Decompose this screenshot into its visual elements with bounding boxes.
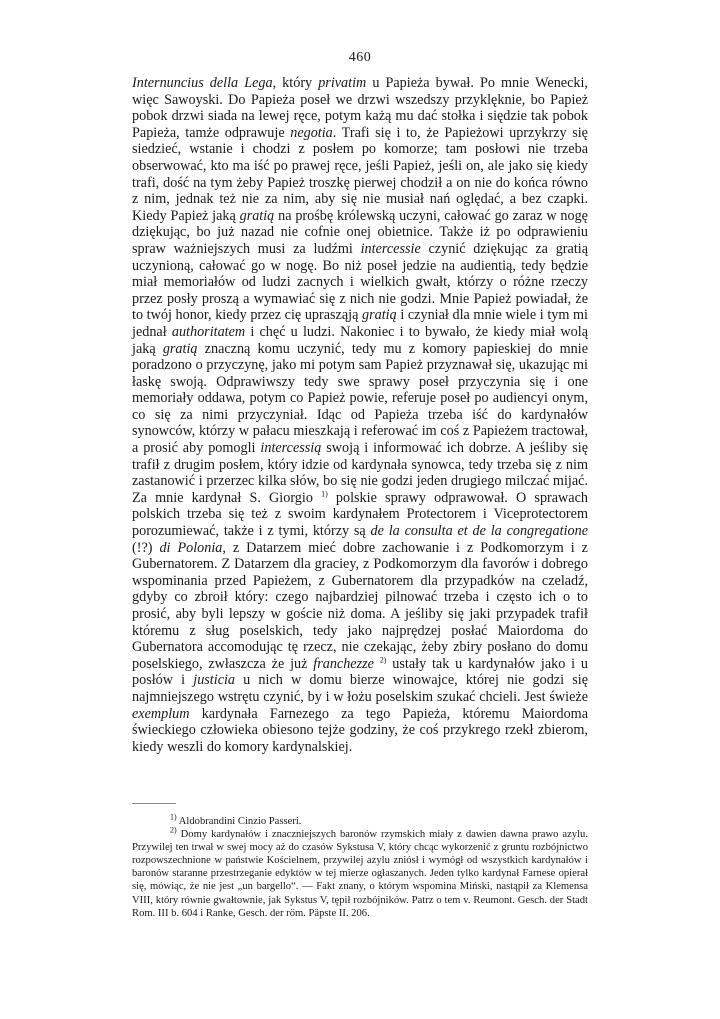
page-number: 460 <box>348 50 372 65</box>
italic-run: gratią <box>162 340 198 357</box>
footnote-text: Domy kardynałów i znaczniejszych baronów rzymskich miały z dawien dawna prawo azylu. Przywilej ten trwał w swej mocy aż do czasów Sykstusa V, który chcąc wykorzenić z gruntu rozbójnictwo rozpowszechnione w państwie Kościelnem, przywilej azylu zniósł i wymógł od wszystkich kardynałów i baronów staranne przestrzeganie edyktów w tej mierze ogłaszanych. Jeden tylko kardynał Farnese opierał się, mówiąc, że nie jest „un bargello“. — Fakt znany, o którym wspomina Miński, nastąpił za Klemensa VIII, który równie gwałtownie, jak Sykstus V, tępił rozbójników. Patrz o tem v. Reumont. Gesch. der Stadt Rom. III b. 604 i Ranke, Gesch. der röm. Päpste II. 206. <box>132 829 588 919</box>
italic-run: Internuncius della Lega <box>132 75 273 91</box>
italic-run: justicia <box>193 672 236 689</box>
main-paragraph <box>132 75 588 755</box>
footnote-marker: 1) <box>170 812 177 822</box>
footnote-marker: 2) <box>170 825 177 835</box>
italic-run: franchezze <box>313 655 374 672</box>
italic-run: privatim <box>318 75 367 91</box>
text-run: swoją i informować ich dobrze. A jeśliby się trafił z drugim posłem, który idzie od kardynała synowca, tedy trzeba się z nim zastanowić i przerzec kilka słów, bo się nie godzi jeden drugiego milczać mijać. Za mnie kardynał S. Giorgio <box>132 440 588 506</box>
text-run: u nich w domu bierze winowajce, której nie godzi się najmniejszego wstrętu czynić, by i w łożu poselskim szukać chcieli. Jest świeże <box>132 672 588 705</box>
text-run: polskie sprawy odprawował. O sprawach polskich trzeba się też z swoim kardynałem Protectorem i Viceprotectorem porozumiewać, także i z tymi, którzy są <box>132 489 588 540</box>
footnote-ref: 2) <box>379 655 387 665</box>
italic-run: intercessie <box>360 240 421 257</box>
text-run: . Trafi się i to, że Papieżowi uprzykrzy się siedzieć, wstanie i chodzi z posłem po komorze; tam posłowi nie trzeba obserwować, kto ma iść po prawej ręce, jeśli Papież, jeśli on, ale jako się kiedy trafi, dość na tym żeby Papież troszkę pierwej chodził a on nie do końca równo z nim, jednak też nie za nim, aby się nie musiał nań oględać, a bez czapki. Kiedy Papież jaką <box>132 124 588 224</box>
main-text <box>132 75 588 755</box>
text-run: czynić dziękując za gratią uczynioną, całować go w nogę. Bo niż poseł jedzie na audientią, tedy będzie miał memoriałów od ludzi zacnych i wielkich gwałt, którzy o różne rzeczy przez posły proszą a wymawiać się z nich nie godzi. Mnie Papież powiadał, że to twój honor, kiedy przez cię uprasząją <box>132 240 589 324</box>
footnotes <box>132 812 588 920</box>
text-run: kardynała Farnezego za tego Papieża, któremu Maiordoma świeckiego człowieka obiesono tejże godziny, że coś przykrego rzekł zbierom, kiedy weszli do komory kardynalskiej. <box>132 705 588 755</box>
italic-run: gratią <box>239 207 275 224</box>
italic-run: intercessią <box>260 440 322 457</box>
text-run: znaczną komu uczynić, tedy mu z komory papieskiej do mnie poradzono o przyczynę, jako mi potym sam Papież przyznawał się, ukazując mi łaskę swoją. Odprawiwszy tedy swe sprawy poseł przyczynia się i one memoriały oddawa, potym co Papież powie, referuje poseł po audiencyi onym, co się za nimi przyczyniał. Idąc od Papieża trzeba iść do kardynałów synowców, którzy w pałacu mieszkają i referować im coś z Papieżem tractował, a prosić aby pomogli <box>132 340 588 457</box>
text-run: na prośbę królewską uczyni, całować go zaraz w nogę dziękując, bo już nazad nie cofnie onej obietnice. Także iż po odprawieniu spraw ważniejszych musi za ludźmi <box>132 207 588 257</box>
footnote-ref: 1) <box>321 489 328 499</box>
footnote-2 <box>132 825 588 920</box>
italic-run: di Polonia <box>159 539 223 556</box>
text-run: ustały tak u kardynałów jako i u posłów i <box>132 655 588 689</box>
text-run: (!?) <box>132 539 160 556</box>
text-run: , z Datarzem mieć dobre zachowanie i z Podkomorzym i z Gubernatorem. Z Datarzem dla graciey, z Podkomorzym dla favorów i dobrego wspominania przed Papieżem, z Gubernatorem dla przypadków na czeladź, gdyby co zbroił który: czego najbardziej pilnować trzeba i często ich o to prosić, aby byli lepszy w goście niż doma. A jeśliby się jaki przypadek trafił któremu z sług poselskich, tedy jako najprędzej posłać Maiordoma do Gubernatora accomodując tę rzecz, nie czekając, żeby zbiry posłano do domu poselskiego, zwłaszcza że już <box>132 539 588 672</box>
italic-run: authoritatem <box>171 323 246 340</box>
text-run: i chęć u ludzi. Nakoniec i to bywało, że kiedy miał wolą jaką <box>132 323 588 357</box>
italic-run: negotia <box>290 124 333 141</box>
italic-run: gratią <box>362 307 397 324</box>
text-run: u Papieża bywał. Po mnie Wenecki, więc Sawoyski. Do Papieża poseł we drzwi wszedszy przyklęknie, bo Papież pobok drzwi siada na lewej ręce, potym każą mu dać stołka i siędzie tak pobok Papieża, tamże odprawuje <box>132 75 588 141</box>
italic-run: de la consulta et de la congregatione <box>370 523 588 540</box>
footnote-1 <box>132 812 588 828</box>
footnote-divider <box>132 803 176 804</box>
italic-run: exemplum <box>132 705 190 722</box>
footnote-text: Aldobrandini Cinzio Passeri. <box>178 816 302 827</box>
text-run: , który <box>272 75 319 91</box>
text-run: i czyniał dla mnie wiele i tym mi jednał <box>132 307 588 340</box>
